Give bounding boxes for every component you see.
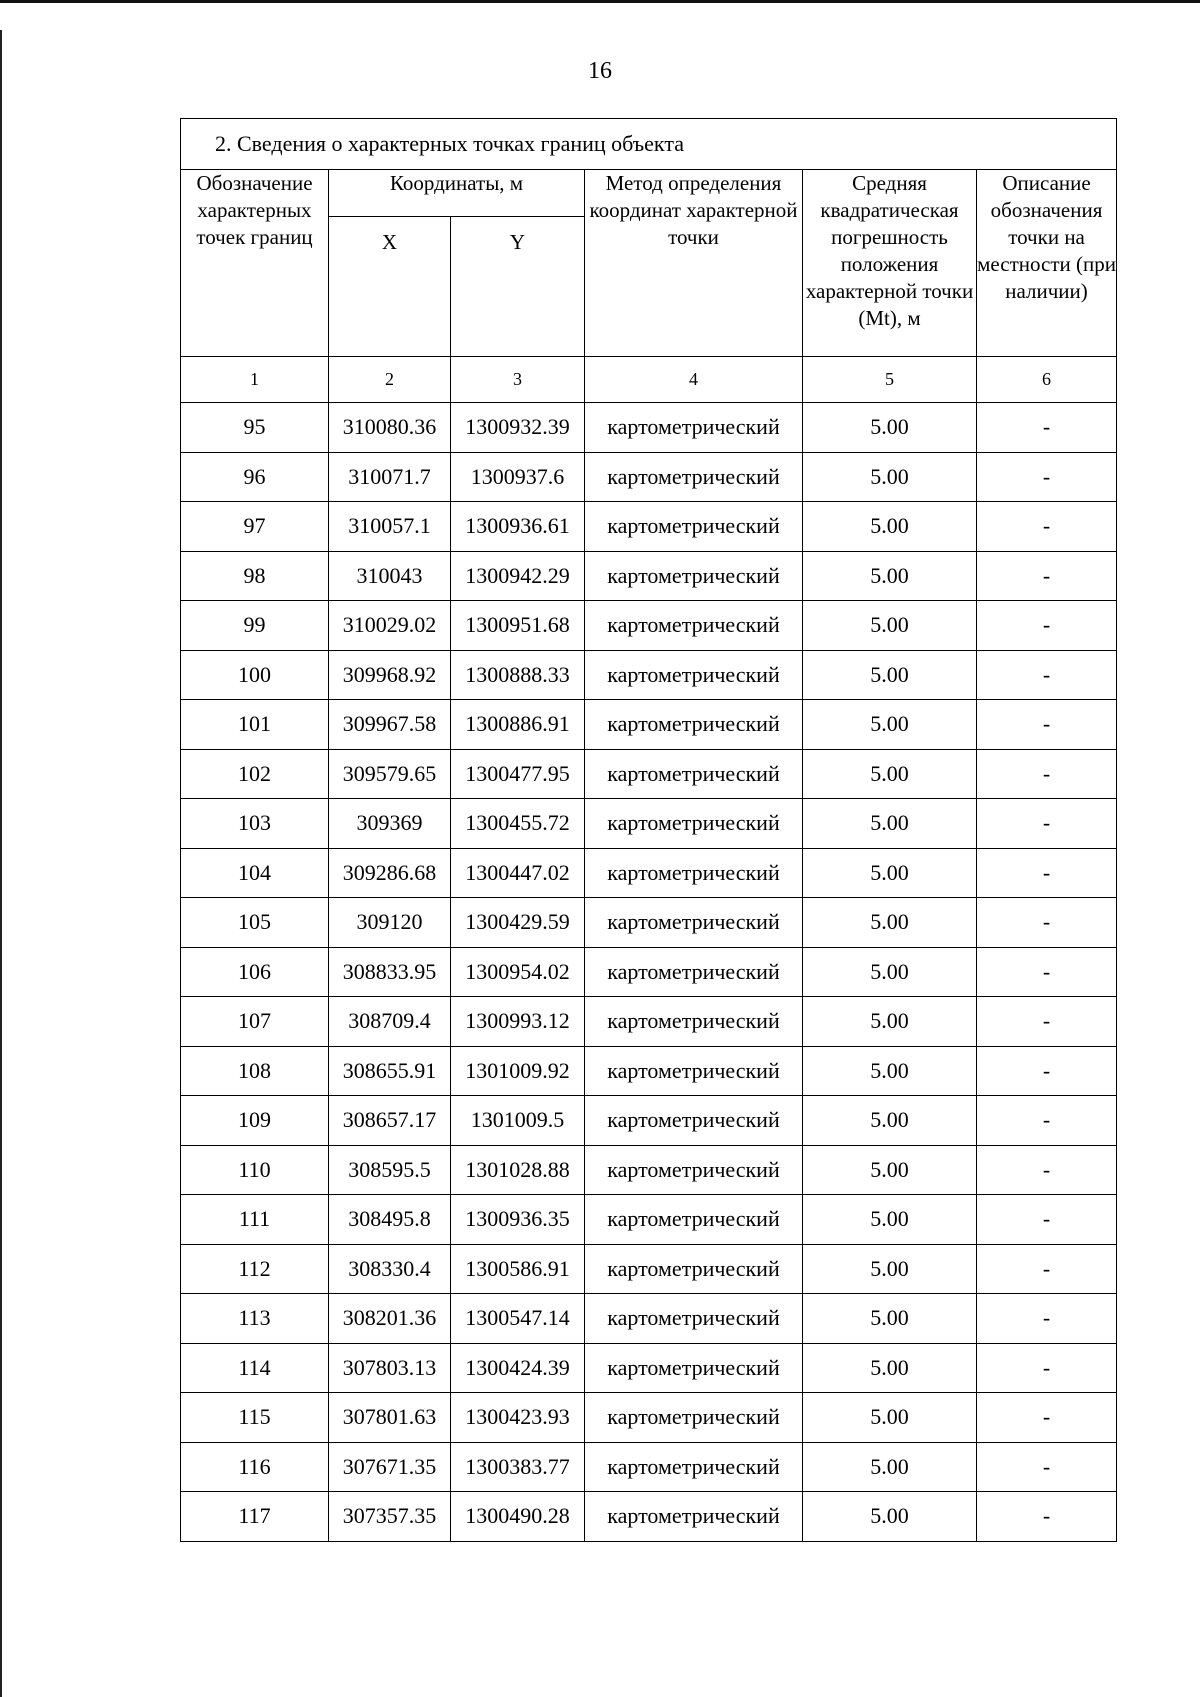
description-cell: - xyxy=(977,452,1117,502)
y-coordinate-cell: 1300937.6 xyxy=(451,452,585,502)
column-number: 1 xyxy=(181,357,329,403)
table-row xyxy=(181,947,1117,997)
x-coordinate-cell: 308495.8 xyxy=(329,1195,451,1245)
description-cell: - xyxy=(977,1244,1117,1294)
header-coordinates: Координаты, м xyxy=(329,170,585,217)
error-cell: 5.00 xyxy=(803,947,977,997)
point-id-cell: 117 xyxy=(181,1492,329,1542)
y-coordinate-cell: 1300954.02 xyxy=(451,947,585,997)
description-cell: - xyxy=(977,799,1117,849)
error-cell: 5.00 xyxy=(803,1393,977,1443)
header-method: Метод определения координат характерной точки xyxy=(585,170,803,357)
description-cell: - xyxy=(977,601,1117,651)
point-id-cell: 108 xyxy=(181,1046,329,1096)
error-cell: 5.00 xyxy=(803,1244,977,1294)
x-coordinate-cell: 308595.5 xyxy=(329,1145,451,1195)
x-coordinate-cell: 307671.35 xyxy=(329,1442,451,1492)
point-id-cell: 113 xyxy=(181,1294,329,1344)
method-cell: картометрический xyxy=(585,997,803,1047)
table-row xyxy=(181,1244,1117,1294)
y-coordinate-cell: 1300455.72 xyxy=(451,799,585,849)
table-row xyxy=(181,898,1117,948)
y-coordinate-cell: 1300447.02 xyxy=(451,848,585,898)
error-cell: 5.00 xyxy=(803,1195,977,1245)
description-cell: - xyxy=(977,997,1117,1047)
description-cell: - xyxy=(977,1145,1117,1195)
point-id-cell: 115 xyxy=(181,1393,329,1443)
point-id-cell: 104 xyxy=(181,848,329,898)
method-cell: картометрический xyxy=(585,452,803,502)
y-coordinate-cell: 1300383.77 xyxy=(451,1442,585,1492)
point-id-cell: 110 xyxy=(181,1145,329,1195)
point-id-cell: 96 xyxy=(181,452,329,502)
point-id-cell: 112 xyxy=(181,1244,329,1294)
description-cell: - xyxy=(977,898,1117,948)
x-coordinate-cell: 307357.35 xyxy=(329,1492,451,1542)
x-coordinate-cell: 309120 xyxy=(329,898,451,948)
table-row xyxy=(181,551,1117,601)
method-cell: картометрический xyxy=(585,551,803,601)
method-cell: картометрический xyxy=(585,1145,803,1195)
section-title: 2. Сведения о характерных точках границ объекта xyxy=(181,119,1117,170)
error-cell: 5.00 xyxy=(803,1343,977,1393)
point-id-cell: 107 xyxy=(181,997,329,1047)
method-cell: картометрический xyxy=(585,1393,803,1443)
x-coordinate-cell: 309286.68 xyxy=(329,848,451,898)
error-cell: 5.00 xyxy=(803,848,977,898)
table-row xyxy=(181,452,1117,502)
description-cell: - xyxy=(977,1096,1117,1146)
point-id-cell: 109 xyxy=(181,1096,329,1146)
column-number: 3 xyxy=(451,357,585,403)
method-cell: картометрический xyxy=(585,848,803,898)
y-coordinate-cell: 1300936.35 xyxy=(451,1195,585,1245)
description-cell: - xyxy=(977,551,1117,601)
error-cell: 5.00 xyxy=(803,799,977,849)
method-cell: картометрический xyxy=(585,1294,803,1344)
table-row xyxy=(181,1343,1117,1393)
point-id-cell: 103 xyxy=(181,799,329,849)
description-cell: - xyxy=(977,749,1117,799)
point-id-cell: 111 xyxy=(181,1195,329,1245)
table-row xyxy=(181,601,1117,651)
table-row xyxy=(181,749,1117,799)
header-row-top xyxy=(181,170,1117,217)
point-id-cell: 116 xyxy=(181,1442,329,1492)
header-description: Описание обозначения точки на местности (при наличии) xyxy=(977,170,1117,357)
header-error: Средняя квадратическая погрешность положения характерной точки (Mt), м xyxy=(803,170,977,357)
header-x: X xyxy=(329,217,451,357)
error-cell: 5.00 xyxy=(803,1096,977,1146)
method-cell: картометрический xyxy=(585,749,803,799)
method-cell: картометрический xyxy=(585,947,803,997)
y-coordinate-cell: 1300423.93 xyxy=(451,1393,585,1443)
table-row xyxy=(181,799,1117,849)
error-cell: 5.00 xyxy=(803,898,977,948)
description-cell: - xyxy=(977,947,1117,997)
method-cell: картометрический xyxy=(585,1244,803,1294)
table-row xyxy=(181,1145,1117,1195)
point-id-cell: 101 xyxy=(181,700,329,750)
table-row xyxy=(181,1442,1117,1492)
method-cell: картометрический xyxy=(585,1442,803,1492)
y-coordinate-cell: 1300888.33 xyxy=(451,650,585,700)
scan-border-left xyxy=(0,30,2,1697)
y-coordinate-cell: 1300936.61 xyxy=(451,502,585,552)
method-cell: картометрический xyxy=(585,1343,803,1393)
point-id-cell: 98 xyxy=(181,551,329,601)
point-id-cell: 99 xyxy=(181,601,329,651)
table-row xyxy=(181,403,1117,453)
characteristic-points-table xyxy=(180,118,1117,1542)
description-cell: - xyxy=(977,502,1117,552)
scan-border-top xyxy=(0,0,1200,3)
method-cell: картометрический xyxy=(585,650,803,700)
description-cell: - xyxy=(977,1492,1117,1542)
page-number: 16 xyxy=(588,58,612,84)
error-cell: 5.00 xyxy=(803,1294,977,1344)
x-coordinate-cell: 308655.91 xyxy=(329,1046,451,1096)
error-cell: 5.00 xyxy=(803,1046,977,1096)
y-coordinate-cell: 1300477.95 xyxy=(451,749,585,799)
error-cell: 5.00 xyxy=(803,452,977,502)
table-row xyxy=(181,848,1117,898)
y-coordinate-cell: 1300951.68 xyxy=(451,601,585,651)
x-coordinate-cell: 309968.92 xyxy=(329,650,451,700)
error-cell: 5.00 xyxy=(803,749,977,799)
error-cell: 5.00 xyxy=(803,1492,977,1542)
header-y: Y xyxy=(451,217,585,357)
table-row xyxy=(181,700,1117,750)
y-coordinate-cell: 1300424.39 xyxy=(451,1343,585,1393)
column-number: 2 xyxy=(329,357,451,403)
x-coordinate-cell: 308833.95 xyxy=(329,947,451,997)
x-coordinate-cell: 307803.13 xyxy=(329,1343,451,1393)
description-cell: - xyxy=(977,1046,1117,1096)
table-row xyxy=(181,1195,1117,1245)
y-coordinate-cell: 1300547.14 xyxy=(451,1294,585,1344)
table-row xyxy=(181,502,1117,552)
point-id-cell: 105 xyxy=(181,898,329,948)
method-cell: картометрический xyxy=(585,403,803,453)
x-coordinate-cell: 310029.02 xyxy=(329,601,451,651)
y-coordinate-cell: 1301009.92 xyxy=(451,1046,585,1096)
method-cell: картометрический xyxy=(585,1096,803,1146)
column-number: 6 xyxy=(977,357,1117,403)
x-coordinate-cell: 307801.63 xyxy=(329,1393,451,1443)
point-id-cell: 106 xyxy=(181,947,329,997)
x-coordinate-cell: 310043 xyxy=(329,551,451,601)
y-coordinate-cell: 1300490.28 xyxy=(451,1492,585,1542)
y-coordinate-cell: 1300993.12 xyxy=(451,997,585,1047)
table-row xyxy=(181,1096,1117,1146)
x-coordinate-cell: 309579.65 xyxy=(329,749,451,799)
x-coordinate-cell: 308201.36 xyxy=(329,1294,451,1344)
column-number: 5 xyxy=(803,357,977,403)
header-designation: Обозначение характерных точек границ xyxy=(181,170,329,357)
method-cell: картометрический xyxy=(585,601,803,651)
x-coordinate-cell: 308709.4 xyxy=(329,997,451,1047)
column-number-row xyxy=(181,357,1117,403)
x-coordinate-cell: 309967.58 xyxy=(329,700,451,750)
x-coordinate-cell: 310057.1 xyxy=(329,502,451,552)
description-cell: - xyxy=(977,1442,1117,1492)
description-cell: - xyxy=(977,1294,1117,1344)
y-coordinate-cell: 1300886.91 xyxy=(451,700,585,750)
x-coordinate-cell: 308657.17 xyxy=(329,1096,451,1146)
point-id-cell: 95 xyxy=(181,403,329,453)
y-coordinate-cell: 1300942.29 xyxy=(451,551,585,601)
description-cell: - xyxy=(977,700,1117,750)
table-row xyxy=(181,1393,1117,1443)
method-cell: картометрический xyxy=(585,1195,803,1245)
table-row xyxy=(181,1492,1117,1542)
table-row xyxy=(181,997,1117,1047)
y-coordinate-cell: 1300429.59 xyxy=(451,898,585,948)
description-cell: - xyxy=(977,403,1117,453)
method-cell: картометрический xyxy=(585,898,803,948)
x-coordinate-cell: 309369 xyxy=(329,799,451,849)
description-cell: - xyxy=(977,1195,1117,1245)
error-cell: 5.00 xyxy=(803,601,977,651)
point-id-cell: 102 xyxy=(181,749,329,799)
point-id-cell: 97 xyxy=(181,502,329,552)
table-row xyxy=(181,650,1117,700)
error-cell: 5.00 xyxy=(803,997,977,1047)
table-row xyxy=(181,1046,1117,1096)
error-cell: 5.00 xyxy=(803,502,977,552)
error-cell: 5.00 xyxy=(803,403,977,453)
column-number: 4 xyxy=(585,357,803,403)
y-coordinate-cell: 1301009.5 xyxy=(451,1096,585,1146)
method-cell: картометрический xyxy=(585,700,803,750)
point-id-cell: 114 xyxy=(181,1343,329,1393)
error-cell: 5.00 xyxy=(803,1145,977,1195)
method-cell: картометрический xyxy=(585,799,803,849)
x-coordinate-cell: 308330.4 xyxy=(329,1244,451,1294)
description-cell: - xyxy=(977,1393,1117,1443)
x-coordinate-cell: 310071.7 xyxy=(329,452,451,502)
point-id-cell: 100 xyxy=(181,650,329,700)
error-cell: 5.00 xyxy=(803,1442,977,1492)
y-coordinate-cell: 1300586.91 xyxy=(451,1244,585,1294)
error-cell: 5.00 xyxy=(803,700,977,750)
method-cell: картометрический xyxy=(585,1492,803,1542)
y-coordinate-cell: 1301028.88 xyxy=(451,1145,585,1195)
error-cell: 5.00 xyxy=(803,650,977,700)
table-row xyxy=(181,1294,1117,1344)
x-coordinate-cell: 310080.36 xyxy=(329,403,451,453)
method-cell: картометрический xyxy=(585,1046,803,1096)
y-coordinate-cell: 1300932.39 xyxy=(451,403,585,453)
description-cell: - xyxy=(977,1343,1117,1393)
error-cell: 5.00 xyxy=(803,551,977,601)
table-title-row xyxy=(181,119,1117,170)
method-cell: картометрический xyxy=(585,502,803,552)
description-cell: - xyxy=(977,848,1117,898)
description-cell: - xyxy=(977,650,1117,700)
